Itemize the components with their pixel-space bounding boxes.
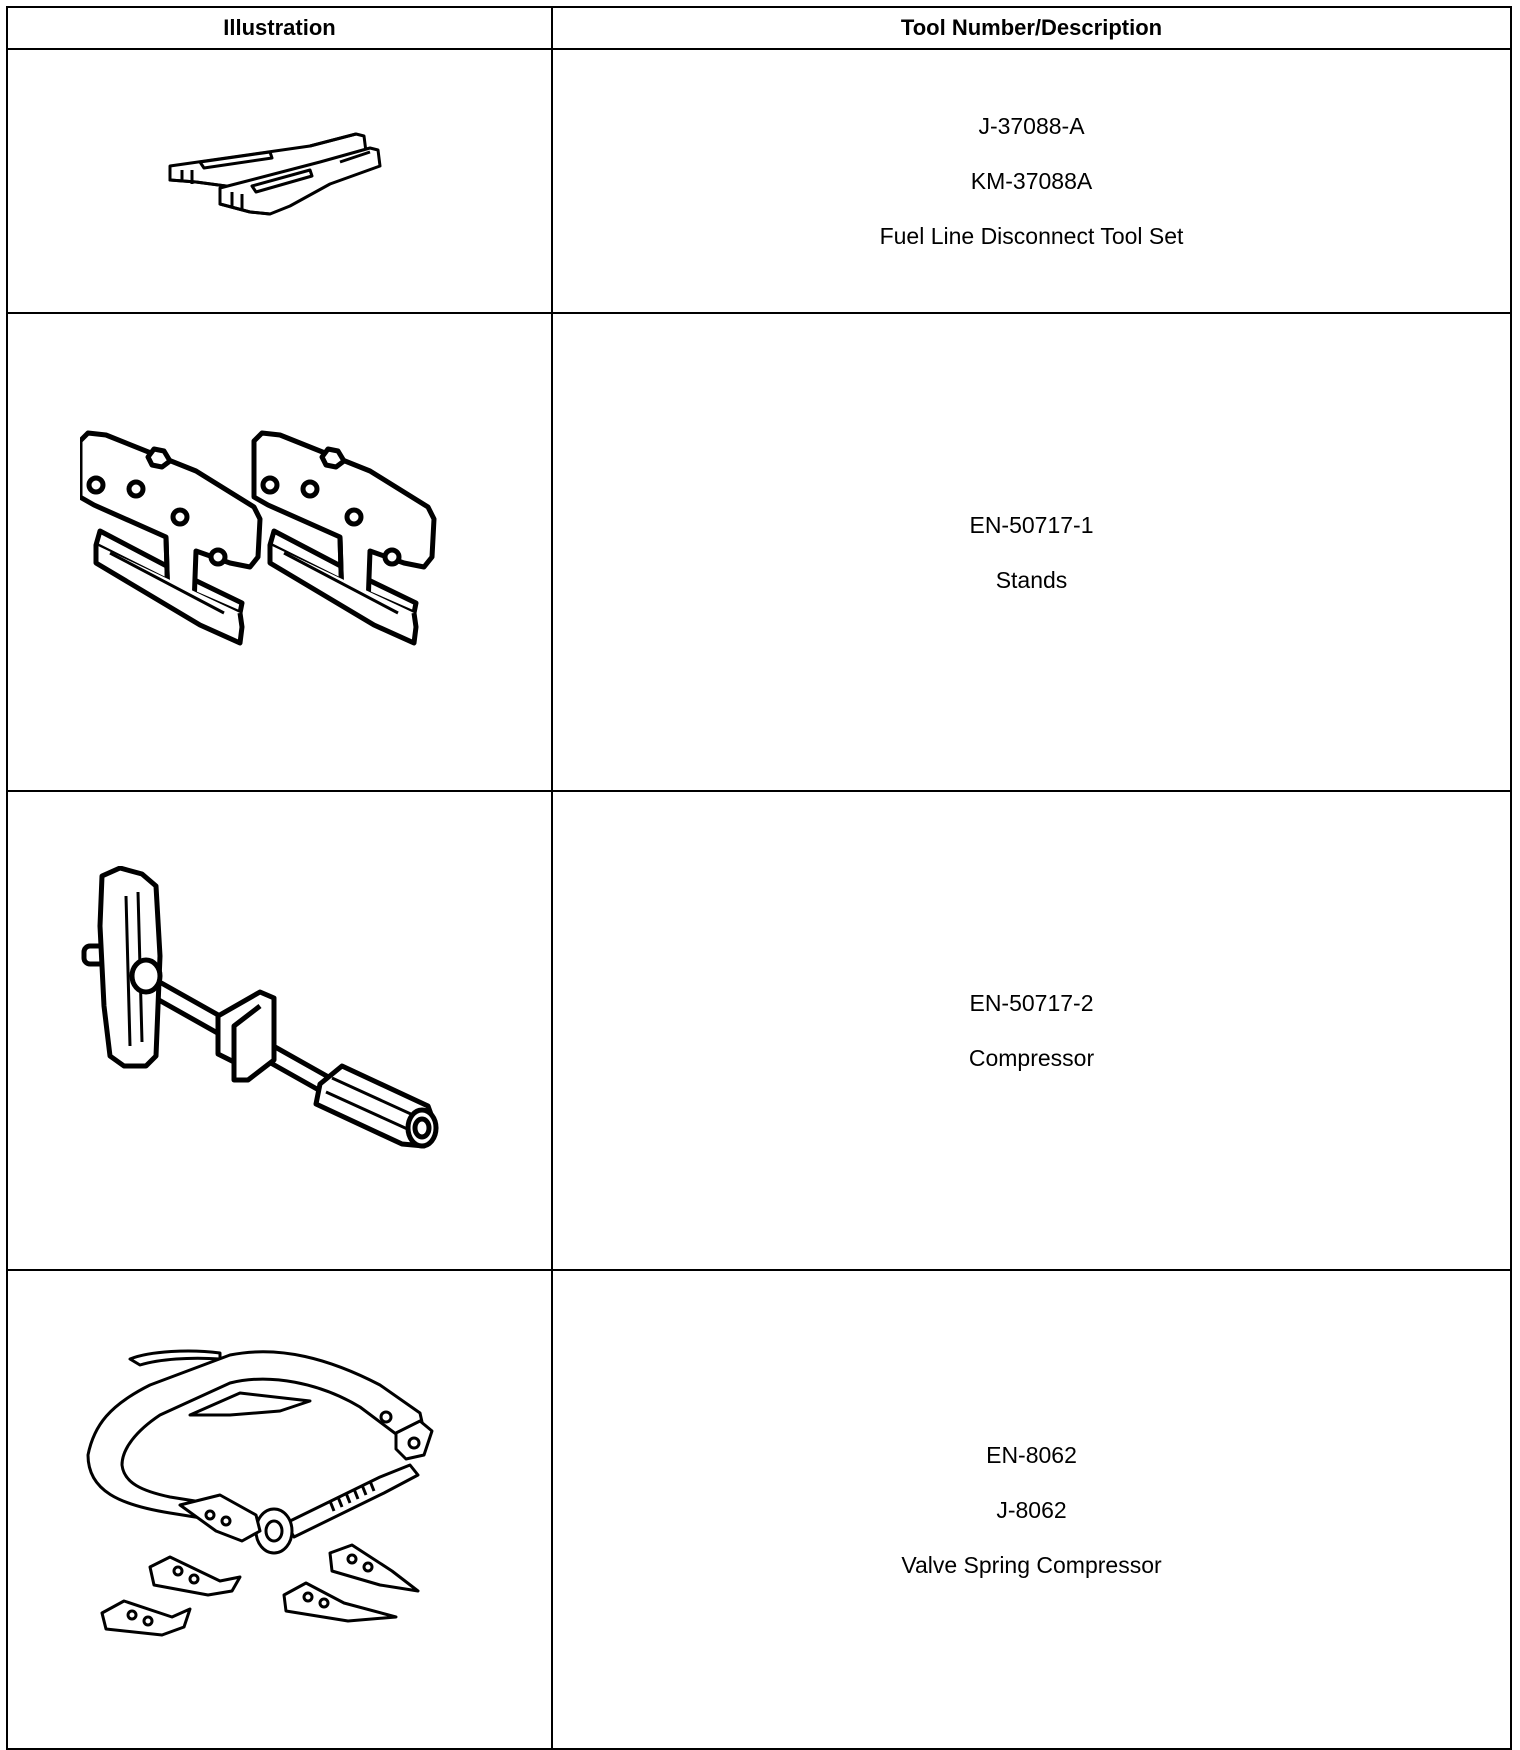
table-row — [7, 313, 1511, 791]
tool-number: KM-37088A — [970, 168, 1093, 194]
tool-description-header: Tool Number/Description — [552, 7, 1511, 49]
fuel-line-disconnect-tool-icon — [160, 126, 400, 236]
description-cell — [552, 313, 1511, 791]
header-row — [7, 7, 1511, 49]
valve-spring-compressor-icon — [80, 1345, 480, 1675]
stands-icon — [80, 427, 480, 677]
tool-number: J-8062 — [996, 1496, 1067, 1523]
illustration-cell — [7, 49, 552, 313]
description-cell — [552, 791, 1511, 1270]
tool-number: EN-8062 — [986, 1441, 1077, 1468]
tool-number: EN-50717-1 — [969, 511, 1094, 538]
illustration-header: Illustration — [7, 7, 552, 49]
illustration-cell — [7, 1270, 552, 1749]
tool-number: J-37088-A — [978, 113, 1085, 139]
tool-description: Valve Spring Compressor — [901, 1551, 1162, 1578]
description-cell — [552, 1270, 1511, 1749]
illustration-cell — [7, 791, 552, 1270]
tool-description: Stands — [995, 566, 1068, 593]
table-row — [7, 791, 1511, 1270]
illustration-cell — [7, 313, 552, 791]
tool-table — [6, 6, 1512, 1750]
tool-description: Fuel Line Disconnect Tool Set — [879, 223, 1184, 249]
table-row — [7, 49, 1511, 313]
compressor-icon — [80, 866, 480, 1196]
table-row — [7, 1270, 1511, 1749]
tool-description: Compressor — [968, 1045, 1095, 1071]
tool-number: EN-50717-2 — [969, 990, 1094, 1016]
description-cell — [552, 49, 1511, 313]
